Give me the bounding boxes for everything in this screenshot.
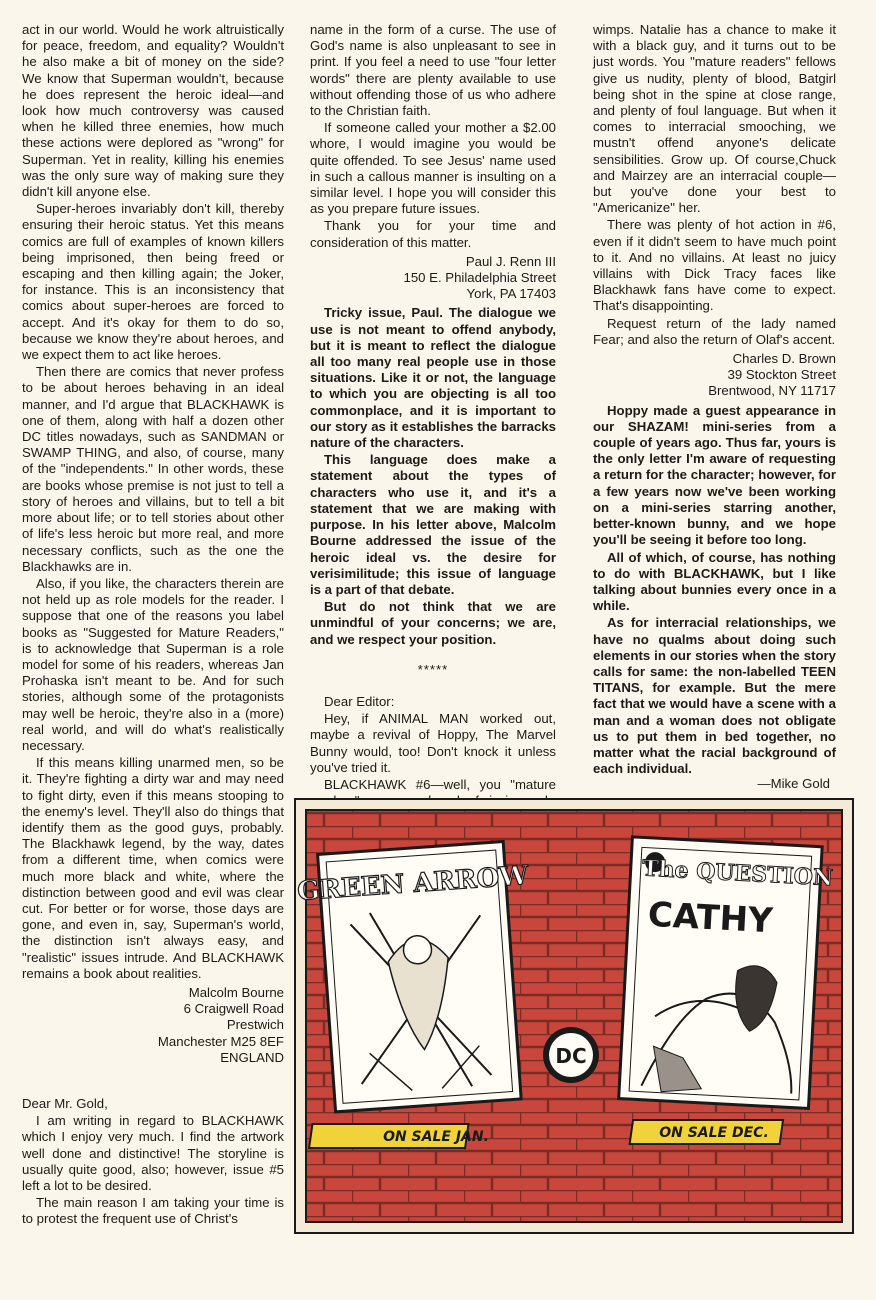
signature-line: 150 E. Philadelphia Street	[403, 270, 556, 286]
signature-line: Malcolm Bourne	[188, 984, 284, 1000]
letter-paragraph: name in the form of a curse. The use of God's name is also unpleasant to see in print. If you feel a need to use "four letter words" there are plenty available to use without offending those of us who adhere to the Christian faith.	[310, 22, 556, 119]
banner-left	[309, 1124, 489, 1148]
editor-reply: As for interracial relationships, we have no qualms about doing such elements in our stories when the story calls for same: the non-labelled TEEN TITANS, for example. But the mere fact that we would have a scene with a man and a woman does not obligate us to put them in bed together, no matter what the racial background of each individual.	[593, 615, 836, 777]
editor-reply: But do not think that we are unmindful of your concerns; we are, and we respect your position.	[310, 599, 556, 647]
editor-reply: Tricky issue, Paul. The dialogue we use is not meant to offend anybody, but it is meant to reflect the dialogue all too many real people use in those situations. Like it or not, the language to which you are objecting is all too commonplace, and it is important to our story as it establishes the barracks nature of the characters.	[310, 305, 556, 451]
banner-left-text: ON SALE JAN.	[383, 1129, 489, 1145]
dc-logo	[543, 1027, 599, 1083]
banner-right	[630, 1120, 783, 1144]
salutation: Dear Mr. Gold,	[22, 1096, 108, 1111]
letter-paragraph: Then there are comics that never profess to be about heroes behaving in an ideal manner, and I'd argue that BLACKHAWK is one of them, along with half a dozen other DC titles nowadays, such as SANDMAN or SWAMP THING, and also, of course, many of the "independents." In other words, these are books whose premise is not just to tell a story of heroes and villains, but to tell a bit more about life; or to tell stories about other of life's less heroic but more real, and more necessary conflicts, such as the one the Blackhawks are in.	[22, 364, 284, 574]
column-2	[310, 22, 556, 810]
letter-paragraph: I am writing in regard to BLACKHAWK which I enjoy very much. I find the artwork well done and distinctive! The storyline is usually quite good, also; however, issue #5 left a lot to be desired.	[22, 1113, 284, 1194]
letter-paragraph: If someone called your mother a $2.00 whore, I would imagine you would be quite offended. To see Jesus' name used in such a callous manner is insulting on a similar level. I hope you will consider this as you prepare future issues.	[310, 120, 556, 217]
letter-paragraph: Hey, if ANIMAL MAN worked out, maybe a revival of Hoppy, The Marvel Bunny would, too! Don't knock it unless you've tried it.	[310, 711, 556, 775]
signature-line: Manchester M25 8EF	[157, 1033, 284, 1049]
signature-line: Paul J. Renn III	[465, 253, 556, 269]
signature-bourne	[22, 985, 284, 1066]
letter-paragraph: The main reason I am taking your time is to protest the frequent use of Christ's	[22, 1195, 284, 1227]
ad-artwork	[296, 800, 852, 1232]
question-cover	[619, 837, 835, 1109]
advertisement	[294, 798, 854, 1234]
signature-line: Charles D. Brown	[732, 351, 836, 367]
signature-line: Brentwood, NY 11717	[708, 383, 836, 399]
dc-logo-text: DC	[555, 1044, 587, 1068]
signature-line: 6 Craigwell Road	[183, 1001, 284, 1017]
column-3	[593, 22, 836, 778]
salutation: Dear Editor:	[324, 693, 395, 709]
letter-paragraph: Super-heroes invariably don't kill, thereby ensuring their heroic status. Yet this means comics are full of examples of known killers being imprisoned, then being freed or escaping and then killing again; the Joker, for instance. This is an inconsistency that comics about super-heroes are forced to accept. And it's okay for them to do so, because we know they're about heroes, and we expect them to act like heroes.	[22, 201, 284, 363]
signature-line: 39 Stockton Street	[727, 367, 836, 383]
signature-line: ENGLAND	[220, 1049, 284, 1065]
editor-reply: Hoppy made a guest appearance in our SHAZAM! mini-series from a couple of years ago. Thus far, yours is the only letter I'm aware of requesting a return for the character; however, for a few years now we've been working on a mini-series starring another, better-known bunny, and we hope you'll be seeing it before too long.	[593, 402, 836, 548]
separator: *****	[417, 661, 449, 677]
letter-paragraph: Request return of the lady named Fear; and also the return of Olaf's accent.	[593, 315, 836, 347]
letter-paragraph: There was plenty of hot action in #6, even if it didn't seem to have much point to it. And no villains. At least no juicy villains with Dick Tracy faces like Blackhawk fans have come to expect. That's disappointing.	[593, 217, 836, 314]
cover-subtitle: CATHY	[646, 894, 774, 942]
editor-signoff: —Mike Gold	[757, 776, 830, 791]
letter-paragraph: wimps. Natalie has a chance to make it with a black guy, and it turns out to be just words. You "mature readers" fellows give us nudity, plenty of blood, Batgirl being shot in the spine at close range, and plenty of foul language. But when it comes to interracial smooching, we mustn't offend anyone's delicate sensibilities. Grow up. Of course,Chuck and Mairzey are an interracial couple—but you've done your best to "Americanize" her.	[593, 22, 836, 216]
letter-paragraph: Also, if you like, the characters therein are not held up as role models for the reader. I suppose that one of the reasons you label books as "Suggested for Mature Readers," is to acknowledge that Superman is a role model for some of his readers, whereas Jan Prohaska isn't meant to be. And for such stories, although some of the protagonists may well be heroic, they're also in a (more) real world, and will do what's realistically necessary.	[22, 575, 284, 753]
letter-paragraph: Thank you for your time and consideration of this matter.	[310, 218, 556, 250]
signature-renn	[310, 254, 556, 303]
editor-reply: All of which, of course, has nothing to do with BLACKHAWK, but I like talking about bunnies every once in a while.	[593, 549, 836, 614]
letter-paragraph: act in our world. Would he work altruistically for peace, freedom, and equality? Wouldn't he also make a bit of money on the side? We know that Superman wouldn't, because he does represent the heroic ideal—and look how much controversy was caused when he killed three enemies, how much these actions were deplored as "wrong" for Superman. Yet in reality, killing his enemies was the only sure way of making sure they didn't kill anyone else.	[22, 22, 284, 200]
letter-paragraph: If this means killing unarmed men, so be it. They're fighting a dirty war and may need to fight dirty, even if this means stooping to the enemy's level. They'll also do things that identify them as the good guys, probably. The Blackhawk legend, by the way, dates from a different time, when comics were much more black and white, where the distinction between good and evil was clear cut. For better or for worse, those days are gone, and even in, say, Superman's world, the distinction isn't always easy, and "realistic" issues intrude. And BLACKHAWK remains a book about realities.	[22, 755, 284, 981]
banner-right-text: ON SALE DEC.	[659, 1125, 769, 1141]
editor-reply: This language does make a statement about the types of characters who use it, and it's a statement that we are making with purpose. In his letter above, Malcolm Bourne addressed the issue of the heroic ideal vs. the desire for verisimilitude; this issue of language is a part of that debate.	[310, 452, 556, 597]
column-1	[22, 22, 284, 1229]
cover-title-right: The QUESTION	[641, 855, 834, 892]
cover-title-left: GREEN ARROW	[296, 860, 530, 907]
signature-line: Prestwich	[226, 1017, 284, 1033]
signature-line: York, PA 17403	[466, 286, 556, 302]
letter-paragraph: BLACKHAWK #6—well, you "mature	[324, 776, 556, 792]
signature-brown	[593, 351, 836, 400]
green-arrow-cover	[296, 840, 545, 1114]
